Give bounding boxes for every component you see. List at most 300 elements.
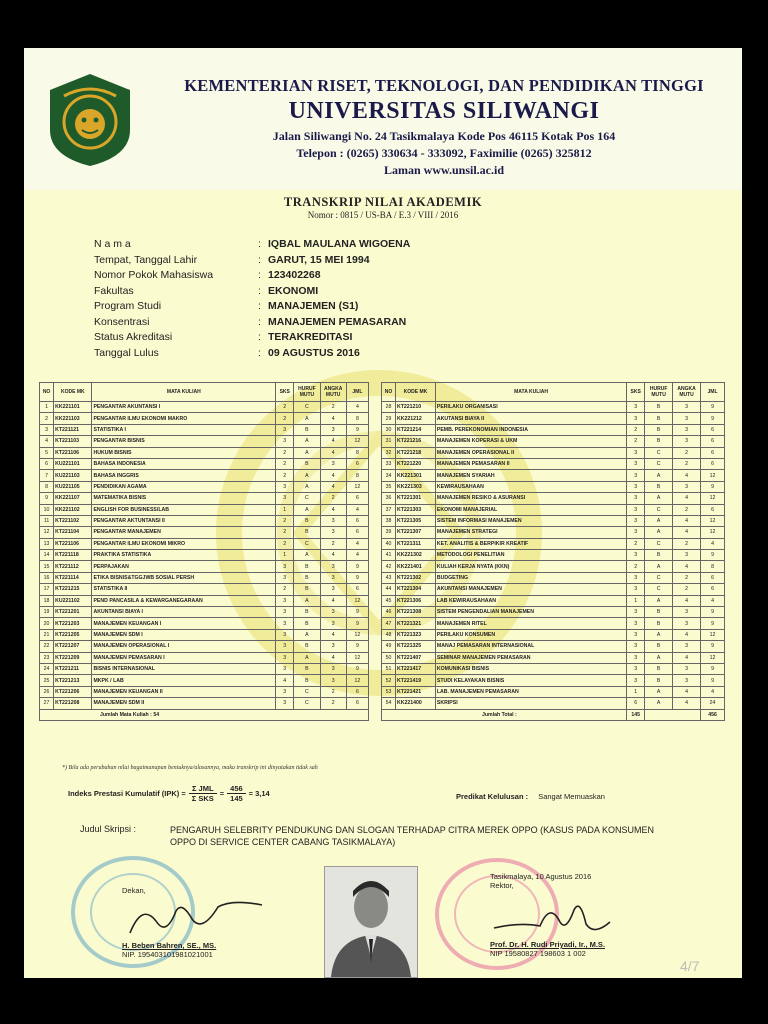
table-cell: BAHASA INDONESIA bbox=[92, 458, 276, 469]
table-cell: 3 bbox=[276, 618, 294, 629]
document-number: Nomor : 0815 / US-BA / E.3 / VIII / 2016 bbox=[307, 210, 459, 220]
table-cell: PENGANTAR MANAJEMEN bbox=[92, 527, 276, 538]
column-header: NO bbox=[40, 383, 54, 402]
identity-colon: : bbox=[258, 346, 261, 359]
table-cell: 4 bbox=[346, 504, 368, 515]
table-cell: 12 bbox=[346, 629, 368, 640]
table-cell: 9 bbox=[701, 402, 725, 413]
table-row bbox=[382, 595, 725, 606]
table-cell: 33 bbox=[382, 458, 396, 469]
table-cell: A bbox=[645, 470, 673, 481]
graduation-predicate bbox=[456, 792, 605, 801]
table-cell: 8 bbox=[40, 481, 54, 492]
table-cell: 3 bbox=[673, 402, 701, 413]
table-cell: 1 bbox=[40, 402, 54, 413]
identity-row bbox=[94, 316, 410, 332]
table-cell: 2 bbox=[320, 402, 346, 413]
table-cell: 19 bbox=[40, 607, 54, 618]
table-cell: 3 bbox=[320, 641, 346, 652]
table-cell: 9 bbox=[701, 550, 725, 561]
table-cell: 50 bbox=[382, 652, 396, 663]
table-cell: 3 bbox=[673, 663, 701, 674]
table-cell: 5 bbox=[40, 447, 54, 458]
table-cell: PEND PANCASILA & KEWARGANEGARAAN bbox=[92, 595, 276, 606]
table-cell: 3 bbox=[673, 481, 701, 492]
table-cell: 2 bbox=[320, 686, 346, 697]
table-cell: MANAJ PEMASARAN INTERNASIONAL bbox=[435, 641, 626, 652]
table-cell: PENGANTAR ILMU EKONOMI MIKRO bbox=[92, 538, 276, 549]
column-header: ANGKA MUTU bbox=[673, 383, 701, 402]
table-row bbox=[382, 493, 725, 504]
table-row bbox=[382, 572, 725, 583]
identity-row bbox=[94, 347, 410, 363]
grades-table-left bbox=[39, 382, 369, 721]
table-row bbox=[40, 504, 369, 515]
table-cell: KT221203 bbox=[54, 618, 92, 629]
table-cell: 2 bbox=[276, 527, 294, 538]
table-cell: A bbox=[294, 470, 320, 481]
column-header: SKS bbox=[276, 383, 294, 402]
table-row bbox=[40, 402, 369, 413]
table-row bbox=[40, 675, 369, 686]
identity-colon: : bbox=[258, 269, 261, 281]
table-cell: 2 bbox=[276, 538, 294, 549]
table-cell: 3 bbox=[276, 686, 294, 697]
table-cell: 21 bbox=[40, 629, 54, 640]
table-cell: MANAJEMEN RITEL bbox=[435, 618, 626, 629]
table-cell: 12 bbox=[346, 652, 368, 663]
table-cell: 27 bbox=[40, 698, 54, 709]
table-cell: 3 bbox=[276, 493, 294, 504]
table-header-row bbox=[40, 383, 369, 402]
table-cell: 4 bbox=[673, 595, 701, 606]
table-cell: KT221210 bbox=[395, 402, 435, 413]
table-cell: B bbox=[645, 663, 673, 674]
table-cell: A bbox=[294, 550, 320, 561]
table-cell: 4 bbox=[320, 652, 346, 663]
column-header: HURUF MUTU bbox=[645, 383, 673, 402]
table-cell: KU221105 bbox=[54, 481, 92, 492]
table-cell: 4 bbox=[673, 686, 701, 697]
table-cell: KK221401 bbox=[395, 561, 435, 572]
table-cell: 3 bbox=[276, 481, 294, 492]
table-cell: 3 bbox=[627, 550, 645, 561]
table-cell: 43 bbox=[382, 572, 396, 583]
table-cell: 4 bbox=[673, 470, 701, 481]
table-cell: PERILAKU ORGANISASI bbox=[435, 402, 626, 413]
table-cell: KT221118 bbox=[54, 550, 92, 561]
table-cell: 6 bbox=[346, 584, 368, 595]
table-cell: A bbox=[645, 652, 673, 663]
table-cell: AKUNTANSI BIAYA I bbox=[92, 607, 276, 618]
table-cell: 2 bbox=[320, 698, 346, 709]
table-cell: B bbox=[645, 641, 673, 652]
table-cell: MANAJEMEN KOPERASI & UKM bbox=[435, 436, 626, 447]
table-cell: 4 bbox=[346, 402, 368, 413]
table-cell: KOMUNIKASI BISNIS bbox=[435, 663, 626, 674]
table-cell: KULIAH KERJA NYATA (KKN) bbox=[435, 561, 626, 572]
table-cell: 14 bbox=[40, 550, 54, 561]
table-cell: 2 bbox=[673, 504, 701, 515]
table-row bbox=[382, 698, 725, 709]
table-cell: 6 bbox=[701, 584, 725, 595]
table-cell: BISNIS INTERNASIONAL bbox=[92, 663, 276, 674]
table-cell: 3 bbox=[673, 436, 701, 447]
table-cell: 12 bbox=[346, 675, 368, 686]
table-cell: 4 bbox=[320, 413, 346, 424]
thesis-label: Judul Skripsi : bbox=[80, 824, 137, 834]
table-cell: 12 bbox=[346, 595, 368, 606]
table-cell: 13 bbox=[40, 538, 54, 549]
table-cell: 12 bbox=[346, 436, 368, 447]
table-cell: 2 bbox=[673, 538, 701, 549]
table-cell: B bbox=[645, 550, 673, 561]
table-cell: 37 bbox=[382, 504, 396, 515]
table-cell: 3 bbox=[627, 515, 645, 526]
table-cell: KT221311 bbox=[395, 538, 435, 549]
table-row bbox=[40, 698, 369, 709]
identity-value: GARUT, 15 MEI 1994 bbox=[268, 253, 370, 266]
table-cell: 3 bbox=[673, 618, 701, 629]
table-cell: 34 bbox=[382, 470, 396, 481]
table-row bbox=[382, 481, 725, 492]
table-row bbox=[382, 402, 725, 413]
table-cell: MKPK / LAB bbox=[92, 675, 276, 686]
table-cell: KU221103 bbox=[54, 470, 92, 481]
table-cell: KT221325 bbox=[395, 641, 435, 652]
table-cell: 9 bbox=[346, 572, 368, 583]
table-cell: KT221102 bbox=[54, 515, 92, 526]
student-portrait-icon bbox=[325, 867, 417, 977]
table-cell: 40 bbox=[382, 538, 396, 549]
table-row bbox=[40, 515, 369, 526]
table-cell: 16 bbox=[40, 572, 54, 583]
table-cell: 2 bbox=[320, 538, 346, 549]
table-row bbox=[40, 686, 369, 697]
table-cell: 54 bbox=[382, 698, 396, 709]
rector-signature-block bbox=[490, 872, 720, 958]
table-cell: 10 bbox=[40, 504, 54, 515]
column-header: HURUF MUTU bbox=[294, 383, 320, 402]
table-cell: 9 bbox=[701, 675, 725, 686]
table-row bbox=[40, 652, 369, 663]
table-cell: KT221214 bbox=[395, 424, 435, 435]
identity-colon: : bbox=[258, 253, 261, 266]
identity-label: Program Studi bbox=[94, 300, 162, 312]
table-cell: 12 bbox=[701, 470, 725, 481]
table-cell: 3 bbox=[627, 527, 645, 538]
table-row bbox=[382, 584, 725, 595]
table-cell: SISTEM INFORMASI MANAJEMEN bbox=[435, 515, 626, 526]
table-cell: 9 bbox=[701, 641, 725, 652]
table-row bbox=[40, 458, 369, 469]
table-cell: 3 bbox=[276, 436, 294, 447]
document-title: TRANSKRIP NILAI AKADEMIK bbox=[283, 195, 483, 209]
table-cell: ENGLISH FOR BUSINESS/LAB bbox=[92, 504, 276, 515]
column-header: KODE MK bbox=[54, 383, 92, 402]
table-cell: 3 bbox=[673, 675, 701, 686]
table-cell: A bbox=[645, 515, 673, 526]
table-header-row bbox=[382, 383, 725, 402]
table-cell: 17 bbox=[40, 584, 54, 595]
table-cell: 6 bbox=[346, 686, 368, 697]
table-cell: 2 bbox=[276, 470, 294, 481]
table-cell: 2 bbox=[627, 436, 645, 447]
table-cell: KT221106 bbox=[54, 538, 92, 549]
table-row bbox=[40, 493, 369, 504]
letterhead bbox=[24, 48, 742, 190]
table-row bbox=[382, 629, 725, 640]
table-row bbox=[40, 663, 369, 674]
table-cell: KT221114 bbox=[54, 572, 92, 583]
table-cell: 9 bbox=[346, 561, 368, 572]
table-cell: 2 bbox=[276, 413, 294, 424]
identity-row bbox=[94, 331, 410, 347]
ministry-name: KEMENTERIAN RISET, TEKNOLOGI, DAN PENDIDIKAN TINGGI bbox=[184, 76, 704, 95]
table-cell: 12 bbox=[701, 629, 725, 640]
table-cell: KT221417 bbox=[395, 663, 435, 674]
table-cell: KT221205 bbox=[54, 629, 92, 640]
dean-role: Dekan, bbox=[122, 886, 146, 895]
table-cell: 24 bbox=[701, 698, 725, 709]
table-cell: KK221400 bbox=[395, 698, 435, 709]
table-cell: C bbox=[645, 504, 673, 515]
table-cell: C bbox=[294, 686, 320, 697]
table-cell: KU221101 bbox=[54, 458, 92, 469]
table-cell: B bbox=[645, 413, 673, 424]
table-cell: A bbox=[294, 413, 320, 424]
table-cell: 3 bbox=[673, 641, 701, 652]
identity-value: MANAJEMEN PEMASARAN bbox=[268, 315, 407, 328]
table-cell: 1 bbox=[276, 550, 294, 561]
table-cell: MANAJEMEN STRATEGI bbox=[435, 527, 626, 538]
table-cell: 4 bbox=[320, 595, 346, 606]
table-cell: 4 bbox=[701, 595, 725, 606]
total-label: Jumlah Total : bbox=[382, 709, 627, 720]
table-cell: SKRIPSI bbox=[435, 698, 626, 709]
table-cell: 4 bbox=[673, 527, 701, 538]
table-cell: 6 bbox=[346, 515, 368, 526]
table-cell: A bbox=[645, 493, 673, 504]
table-cell: 52 bbox=[382, 675, 396, 686]
table-cell: 44 bbox=[382, 584, 396, 595]
table-cell: 28 bbox=[382, 402, 396, 413]
table-cell: 4 bbox=[673, 493, 701, 504]
column-header: KODE MK bbox=[395, 383, 435, 402]
table-cell: 3 bbox=[320, 572, 346, 583]
table-cell: KT221213 bbox=[54, 675, 92, 686]
page-indicator: 4/7 bbox=[680, 958, 700, 974]
table-cell: 9 bbox=[346, 663, 368, 674]
table-cell: KT221103 bbox=[54, 436, 92, 447]
table-cell: 3 bbox=[320, 527, 346, 538]
ipk-sum-sks: Σ SKS bbox=[191, 794, 214, 803]
table-cell: C bbox=[645, 447, 673, 458]
table-row bbox=[40, 413, 369, 424]
table-cell: MANAJEMEN KEUANGAN I bbox=[92, 618, 276, 629]
table-cell: 24 bbox=[40, 663, 54, 674]
table-cell: KT221211 bbox=[54, 663, 92, 674]
table-row bbox=[40, 641, 369, 652]
table-cell: A bbox=[645, 686, 673, 697]
table-cell: 3 bbox=[320, 618, 346, 629]
identity-value: 09 AGUSTUS 2016 bbox=[268, 346, 360, 359]
table-cell: 3 bbox=[673, 424, 701, 435]
table-cell: KT221112 bbox=[54, 561, 92, 572]
table-row bbox=[40, 629, 369, 640]
table-cell: 2 bbox=[40, 413, 54, 424]
table-cell: 4 bbox=[673, 629, 701, 640]
table-cell: 3 bbox=[276, 572, 294, 583]
identity-row bbox=[94, 238, 410, 254]
table-cell: PEMB. PEREKONOMIAN INDONESIA bbox=[435, 424, 626, 435]
table-cell: 1 bbox=[276, 504, 294, 515]
table-cell: 3 bbox=[627, 504, 645, 515]
dean-name: H. Beben Bahren, SE., MS. bbox=[122, 941, 217, 950]
university-logo-icon bbox=[46, 72, 134, 168]
table-row bbox=[40, 561, 369, 572]
table-cell: B bbox=[294, 572, 320, 583]
table-row bbox=[382, 652, 725, 663]
table-cell: 3 bbox=[673, 413, 701, 424]
table-cell: 49 bbox=[382, 641, 396, 652]
table-cell: B bbox=[294, 458, 320, 469]
identity-row bbox=[94, 254, 410, 270]
ipk-formula bbox=[68, 784, 270, 803]
table-cell: MANAJEMEN SDM II bbox=[92, 698, 276, 709]
table-cell: ETIKA BISNIS&TGGJWB SOSIAL PERSH bbox=[92, 572, 276, 583]
table-cell: 3 bbox=[627, 675, 645, 686]
table-cell: 3 bbox=[276, 595, 294, 606]
table-cell: KT221301 bbox=[395, 493, 435, 504]
table-cell: A bbox=[294, 447, 320, 458]
rector-signature-icon bbox=[490, 892, 650, 940]
table-cell: 1 bbox=[627, 686, 645, 697]
university-phone: Telepon : (0265) 330634 - 333092, Faximilie (0265) 325812 bbox=[296, 146, 592, 160]
table-row bbox=[40, 424, 369, 435]
table-cell: KK221212 bbox=[395, 413, 435, 424]
table-cell: STATISTIKA II bbox=[92, 584, 276, 595]
table-cell: 9 bbox=[346, 618, 368, 629]
table-cell: 3 bbox=[320, 584, 346, 595]
table-cell: 1 bbox=[627, 595, 645, 606]
table-cell: 3 bbox=[320, 458, 346, 469]
ipk-total-jml: 456 bbox=[227, 784, 246, 794]
table-row bbox=[382, 641, 725, 652]
table-cell: LAB KEWIRAUSAHAAN bbox=[435, 595, 626, 606]
table-cell: 9 bbox=[346, 641, 368, 652]
table-cell: 6 bbox=[701, 572, 725, 583]
table-cell: B bbox=[294, 561, 320, 572]
table-cell: KT221215 bbox=[54, 584, 92, 595]
identity-row bbox=[94, 269, 410, 285]
table-cell: 11 bbox=[40, 515, 54, 526]
table-cell: B bbox=[294, 663, 320, 674]
table-cell: KT221421 bbox=[395, 686, 435, 697]
table-cell: KT221307 bbox=[395, 527, 435, 538]
identity-colon: : bbox=[258, 284, 261, 297]
table-cell: 3 bbox=[276, 607, 294, 618]
table-cell: 3 bbox=[627, 584, 645, 595]
table-cell: 3 bbox=[627, 652, 645, 663]
signing-place-date: Tasikmalaya, 10 Agustus 2016 bbox=[490, 872, 592, 881]
identity-colon: : bbox=[258, 300, 261, 312]
table-cell: 3 bbox=[627, 413, 645, 424]
total-sks: 145 bbox=[627, 709, 645, 720]
table-cell: KT221308 bbox=[395, 607, 435, 618]
table-cell: B bbox=[294, 641, 320, 652]
table-cell: SISTEM PENGENDALIAN MANAJEMEN bbox=[435, 607, 626, 618]
table-cell: 2 bbox=[276, 402, 294, 413]
table-row bbox=[40, 572, 369, 583]
table-row bbox=[382, 458, 725, 469]
identity-colon: : bbox=[258, 315, 261, 328]
table-cell: 2 bbox=[627, 424, 645, 435]
table-cell: PERILAKU KONSUMEN bbox=[435, 629, 626, 640]
table-row bbox=[40, 607, 369, 618]
table-cell: 8 bbox=[701, 561, 725, 572]
table-cell: KT221321 bbox=[395, 618, 435, 629]
course-count: Jumlah Mata Kuliah : 54 bbox=[40, 709, 369, 720]
table-cell: 3 bbox=[276, 652, 294, 663]
table-cell: 4 bbox=[346, 538, 368, 549]
table-row bbox=[382, 618, 725, 629]
identity-value: MANAJEMEN (S1) bbox=[268, 300, 359, 312]
table-cell: 6 bbox=[701, 436, 725, 447]
table-cell: C bbox=[645, 572, 673, 583]
identity-row bbox=[94, 285, 410, 301]
table-cell: 7 bbox=[40, 470, 54, 481]
table-cell: A bbox=[645, 698, 673, 709]
table-cell: 3 bbox=[320, 515, 346, 526]
table-row bbox=[40, 595, 369, 606]
table-cell: 12 bbox=[701, 652, 725, 663]
table-cell: 4 bbox=[320, 447, 346, 458]
table-row bbox=[40, 538, 369, 549]
table-cell: 4 bbox=[320, 629, 346, 640]
column-header: JML bbox=[701, 383, 725, 402]
table-cell: KT221209 bbox=[54, 652, 92, 663]
table-cell: KT221104 bbox=[54, 527, 92, 538]
column-header: MATA KULIAH bbox=[92, 383, 276, 402]
table-cell: 9 bbox=[701, 618, 725, 629]
table-cell: C bbox=[294, 493, 320, 504]
table-cell: 41 bbox=[382, 550, 396, 561]
table-cell: 4 bbox=[673, 652, 701, 663]
table-cell: 2 bbox=[276, 584, 294, 595]
table-cell: 2 bbox=[627, 561, 645, 572]
table-cell: 3 bbox=[627, 641, 645, 652]
table-cell: B bbox=[645, 402, 673, 413]
table-cell: KT221216 bbox=[395, 436, 435, 447]
table-cell: AKUNTANSI MANAJEMEN bbox=[435, 584, 626, 595]
table-cell: 9 bbox=[701, 663, 725, 674]
table-cell: MANAJEMEN PEMASARAN II bbox=[435, 458, 626, 469]
table-row bbox=[382, 675, 725, 686]
table-cell: SEMINAR MANAJEMEN PEMASARAN bbox=[435, 652, 626, 663]
table-cell: KT221304 bbox=[395, 584, 435, 595]
table-cell: C bbox=[645, 538, 673, 549]
table-cell: MANAJEMEN KEUANGAN II bbox=[92, 686, 276, 697]
table-row bbox=[40, 550, 369, 561]
table-row bbox=[382, 515, 725, 526]
table-cell: HUKUM BISNIS bbox=[92, 447, 276, 458]
table-cell: A bbox=[645, 561, 673, 572]
table-cell: 12 bbox=[701, 493, 725, 504]
table-row bbox=[382, 686, 725, 697]
table-row bbox=[40, 618, 369, 629]
table-cell: B bbox=[645, 618, 673, 629]
